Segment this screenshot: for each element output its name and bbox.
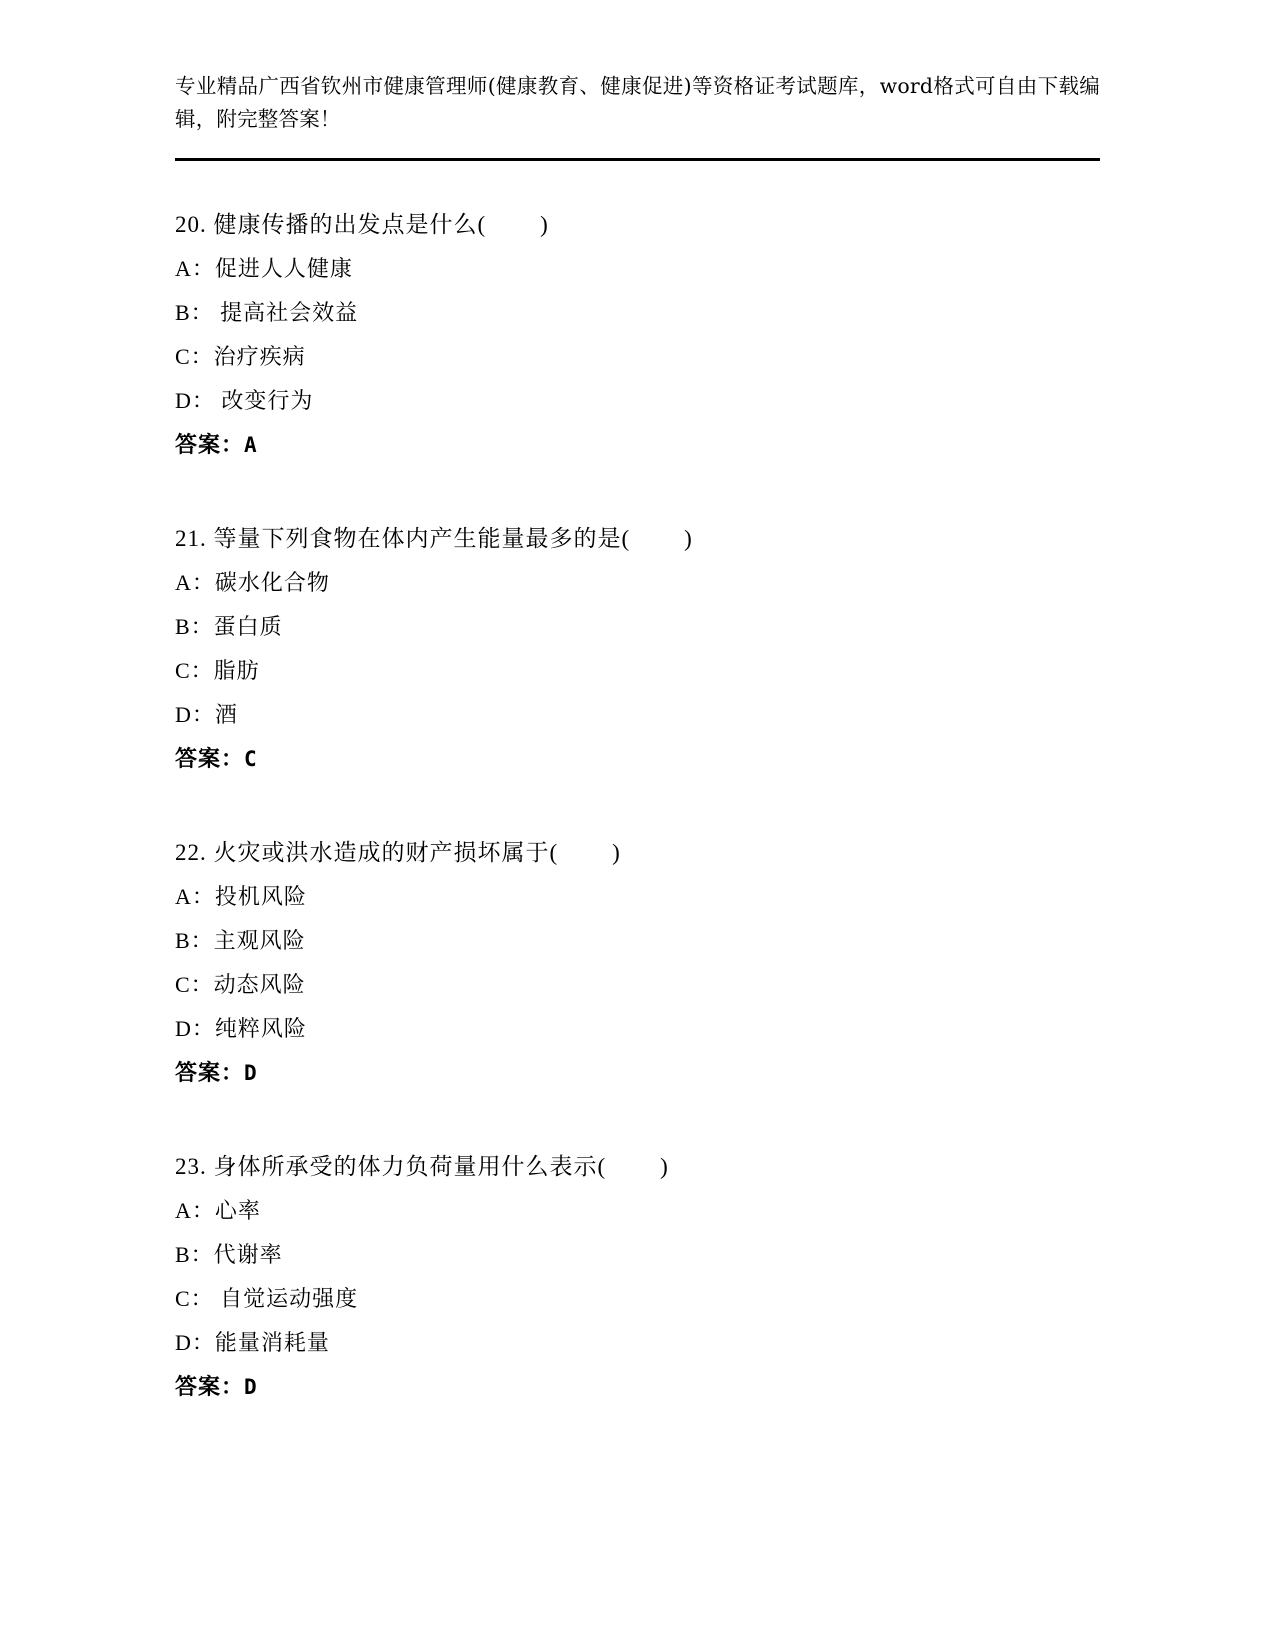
questions-container bbox=[175, 161, 1100, 1409]
question-option: D：酒 bbox=[175, 702, 238, 727]
question-block bbox=[175, 203, 1100, 467]
question-option: C：动态风险 bbox=[175, 972, 306, 997]
question-stem: 23. 身体所承受的体力负荷量用什么表示( ) bbox=[175, 1154, 669, 1179]
answer-value: D bbox=[244, 1375, 258, 1399]
question-option: C：脂肪 bbox=[175, 658, 260, 683]
question-stem: 22. 火灾或洪水造成的财产损坏属于( ) bbox=[175, 840, 621, 865]
question-option: A：促进人人健康 bbox=[175, 256, 353, 281]
question-option: C： 自觉运动强度 bbox=[175, 1286, 359, 1311]
question-option: A：心率 bbox=[175, 1198, 261, 1223]
question-option: B：主观风险 bbox=[175, 928, 306, 953]
question-option: B： 提高社会效益 bbox=[175, 300, 359, 325]
answer-label: 答案： bbox=[175, 1060, 245, 1085]
question-answer bbox=[175, 1365, 1100, 1409]
question-block bbox=[175, 1145, 1100, 1409]
question-option: D：能量消耗量 bbox=[175, 1330, 330, 1355]
question-answer bbox=[175, 737, 1100, 781]
document-header-text: 专业精品广西省钦州市健康管理师(健康教育、健康促进)等资格证考试题库，word格式可自由下载编辑，附完整答案！ bbox=[175, 74, 1100, 131]
question-answer bbox=[175, 1051, 1100, 1095]
question-option: A：投机风险 bbox=[175, 884, 307, 909]
question-option: B：代谢率 bbox=[175, 1242, 283, 1267]
answer-label: 答案： bbox=[175, 432, 245, 457]
answer-value: A bbox=[244, 433, 258, 457]
question-option: D： 改变行为 bbox=[175, 388, 314, 413]
question-option: B：蛋白质 bbox=[175, 614, 283, 639]
answer-label: 答案： bbox=[175, 746, 245, 771]
question-answer bbox=[175, 423, 1100, 467]
question-block bbox=[175, 517, 1100, 781]
answer-value: C bbox=[244, 747, 258, 771]
answer-label: 答案： bbox=[175, 1374, 245, 1399]
question-stem: 21. 等量下列食物在体内产生能量最多的是( ) bbox=[175, 526, 693, 551]
question-option: C：治疗疾病 bbox=[175, 344, 306, 369]
question-option: A：碳水化合物 bbox=[175, 570, 330, 595]
question-option: D：纯粹风险 bbox=[175, 1016, 307, 1041]
question-block bbox=[175, 831, 1100, 1095]
question-stem: 20. 健康传播的出发点是什么( ) bbox=[175, 212, 549, 237]
answer-value: D bbox=[244, 1061, 258, 1085]
